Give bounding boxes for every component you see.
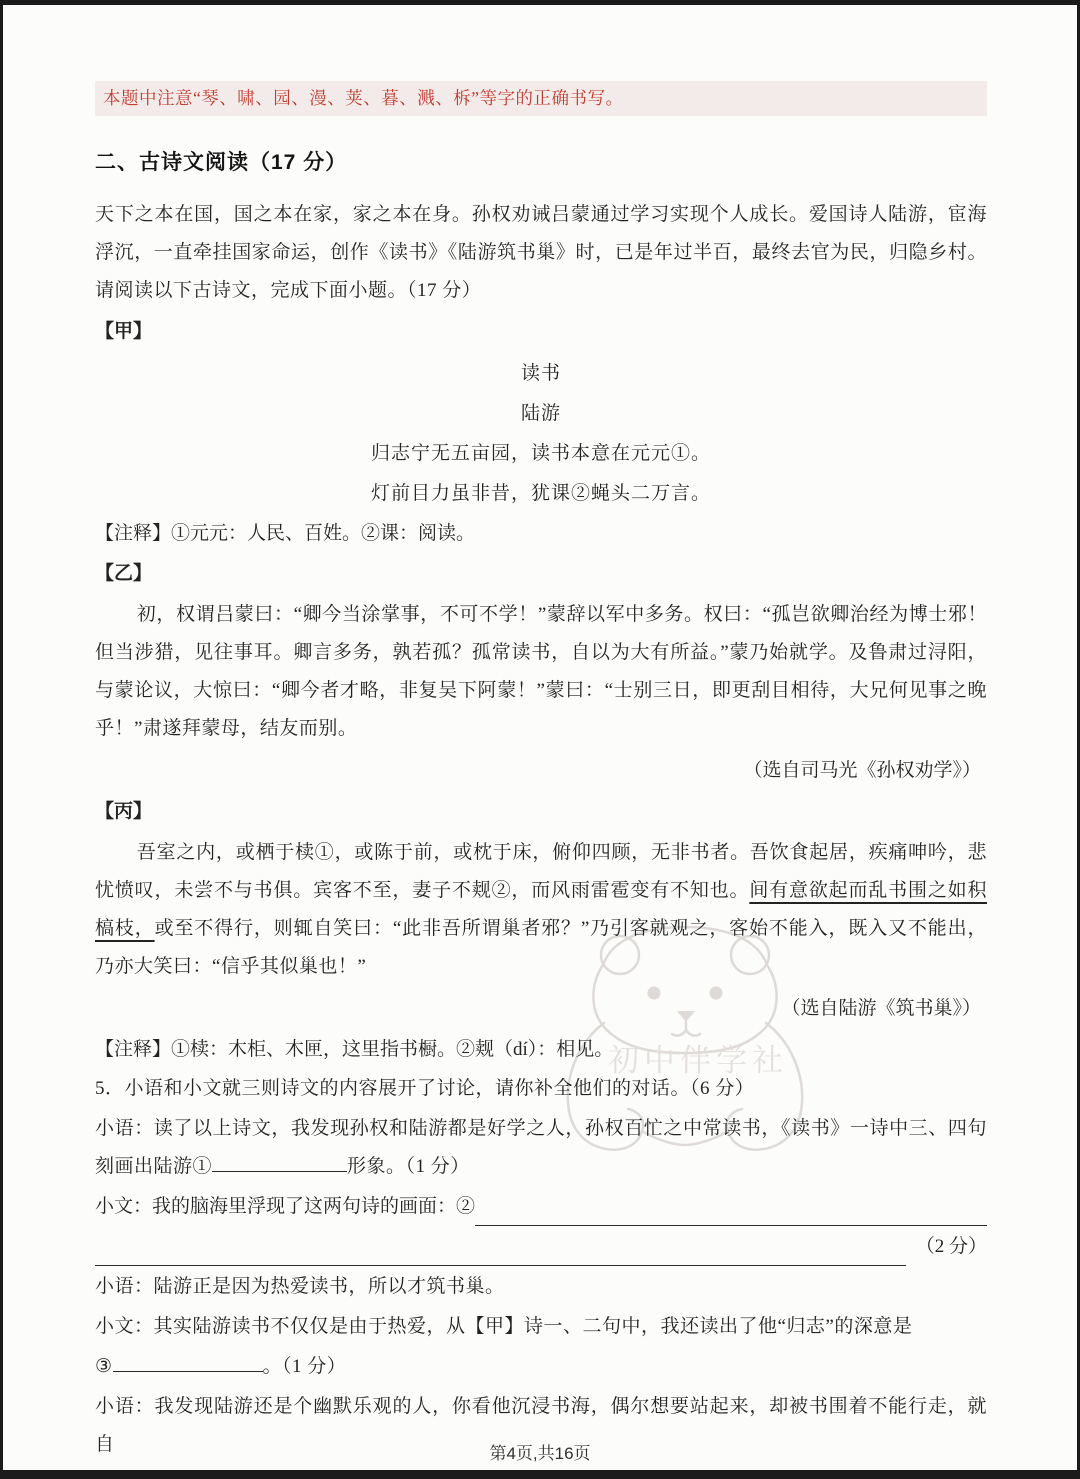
dialog-xiaowen-1: [95, 1188, 987, 1226]
section-heading: 二、古诗文阅读（17 分）: [95, 151, 348, 174]
xiaoyu1-suffix: 形象。（1 分）: [347, 1156, 470, 1177]
poem-line-2: 灯前目力虽非昔，犹课②蝇头二万言。: [370, 483, 711, 504]
answer-blank-1: [212, 1152, 347, 1172]
dialog-xiaoyu-3: 小语：我发现陆游还是个幽默乐观的人，你看他沉浸书海，偶尔想要站起来，却被书围着不能行走，就自: [95, 1396, 987, 1455]
blank3-prefix: ③: [95, 1356, 113, 1377]
blank3-suffix: 。（1 分）: [262, 1356, 347, 1377]
bing-note: 【注释】①椟：木柜、木匣，这里指书橱。②觌（dí）：相见。: [95, 1039, 614, 1060]
notice-banner: 本题中注意“琴、啸、园、漫、荚、暮、溅、柝”等字的正确书写。: [95, 81, 987, 116]
xiaowen1-text: 小文：我的脑海里浮现了这两句诗的画面：②: [95, 1196, 476, 1217]
dialog-xiaoyu-2: 小语：陆游正是因为热爱读书，所以才筑书巢。: [95, 1276, 505, 1297]
answer-blank-3-line: [95, 1348, 987, 1386]
bing-source: （选自陆游《筑书巢》）: [781, 998, 981, 1019]
yi-passage: 初，权谓吕蒙曰：“卿今当涂掌事，不可不学！”蒙辞以军中多务。权曰：“孤岂欲卿治经为博士邪！但当涉猎，见往事耳。卿言多务，孰若孤？孤常读书，自以为大有所益。”蒙乃始就学。及鲁肃过浔阳，与蒙论议，大惊曰：“卿今者才略，非复吴下阿蒙！”蒙曰：“士别三日，即更刮目相待，大兄何见事之晚乎！”肃遂拜蒙母，结友而别。: [95, 604, 987, 739]
dialog-xiaoyu-1: [95, 1110, 987, 1186]
poem-block: [95, 354, 987, 514]
bing-passage: [95, 834, 987, 986]
dialog-xiaowen-2: 小文：其实陆游读书不仅仅是由于热爱，从【甲】诗一、二句中，我还读出了他“归志”的深意是: [95, 1316, 913, 1337]
answer-blank-2-line2: [95, 1235, 906, 1266]
poem-title: 读书: [520, 363, 561, 384]
label-bing: 【丙】: [95, 801, 153, 822]
answer-blank-3: [113, 1352, 263, 1372]
answer-blank-2-line1: [475, 1195, 987, 1226]
poem-author: 陆游: [520, 403, 561, 424]
xiaoyu1-text: 小语：读了以上诗文，我发现孙权和陆游都是好学之人，孙权百忙之中常读书，《读书》一诗中三、四句刻画出陆游①: [95, 1118, 987, 1177]
yi-source: （选自司马光《孙权劝学》）: [743, 760, 981, 781]
answer-blank-2-continuation: [95, 1228, 987, 1266]
watermark-text: 初中伴学社: [608, 1043, 788, 1078]
poem-line-1: 归志宁无五亩园，读书本意在元元①。: [370, 443, 711, 464]
question-5: 5．小语和小文就三则诗文的内容展开了讨论，请你补全他们的对话。（6 分）: [95, 1078, 755, 1099]
score-2: （2 分）: [915, 1236, 987, 1257]
label-yi: 【乙】: [95, 563, 153, 584]
intro-paragraph: 天下之本在国，国之本在家，家之本在身。孙权劝诫吕蒙通过学习实现个人成长。爱国诗人陆游，宦海浮沉，一直牵挂国家命运，创作《读书》《陆游筑书巢》时，已是年过半百，最终去官为民，归隐乡村。请阅读以下古诗文，完成下面小题。（17 分）: [95, 204, 987, 301]
label-jia: 【甲】: [95, 321, 153, 342]
page-content: [3, 5, 1077, 1464]
bing-text-after: 或至不得行，则辄自笑曰：“此非吾所谓巢者邪？”乃引客就观之，客始不能入，既入又不能出，乃亦大笑曰：“信乎其似巢也！”: [95, 918, 987, 977]
page-footer: 第4页,共16页: [489, 1444, 591, 1463]
jia-note: 【注释】①元元：人民、百姓。②课：阅读。: [95, 523, 476, 544]
bing-underlined-phrase: 间有意欲起而乱书围之如积槁枝，: [95, 880, 987, 939]
bing-text-before: 吾室之内，或栖于椟①，或陈于前，或枕于床，俯仰四顾，无非书者。吾饮食起居，疾痛呻吟，悲忧愤叹，未尝不与书俱。宾客不至，妻子不觌②，而风雨雷雹变有不知也。: [95, 842, 987, 901]
